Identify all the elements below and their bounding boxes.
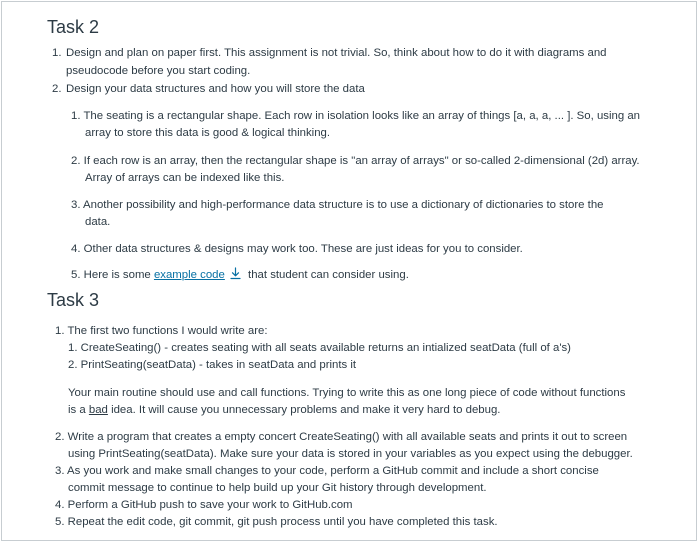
task2-item2-number: 2. <box>52 83 62 95</box>
task2-sub1-text: 1. The seating is a rectangular shape. Each row in isolation looks like an array of things [a, a, a, ... ]. So, using an <box>71 110 641 122</box>
download-icon[interactable] <box>229 267 242 286</box>
task2-heading: Task 2 <box>47 17 100 37</box>
task3-item1-text: 1. The first two functions I would write are: <box>55 325 268 337</box>
task2-sub3-text: 3. Another possibility and high-performance data structure is to use a dictionary of dictionaries to store the <box>71 199 604 211</box>
paragraph-prefix: is a <box>68 404 89 416</box>
task2-sub5-suffix: that student can consider using. <box>244 269 409 281</box>
task3-paragraph-cont <box>68 402 500 419</box>
task2-sub4-text: 4. Other data structures & designs may work too. These are just ideas for you to consider. <box>71 243 523 255</box>
task2-item1-text-cont: pseudocode before you start coding. <box>66 65 251 77</box>
task2-sub5 <box>71 267 409 286</box>
example-code-link[interactable]: example code <box>153 269 225 281</box>
task2-sub2-text-cont: Array of arrays can be indexed like this. <box>85 172 285 184</box>
task2-sub3-text-cont: data. <box>85 216 111 228</box>
task3-item3-text-cont: commit message to continue to help build up your Git history through development. <box>68 482 487 494</box>
task3-item4-text: 4. Perform a GitHub push to save your work to GitHub.com <box>55 499 353 511</box>
task3-item2-text: 2. Write a program that creates a empty concert CreateSeating() with all available seats and prints it out to screen <box>55 431 628 443</box>
task3-heading: Task 3 <box>47 290 100 310</box>
task3-item2-text-cont: using PrintSeating(seatData). Make sure your data is stored in your variables as you expect using the debugger. <box>68 448 633 460</box>
task3-item1-sub2: 2. PrintSeating(seatData) - takes in seatData and prints it <box>68 359 357 371</box>
task3-item3-text: 3. As you work and make small changes to your code, perform a GitHub commit and include a short concise <box>55 465 599 477</box>
task3-item5-text: 5. Repeat the edit code, git commit, git push process until you have completed this task. <box>55 516 498 528</box>
task3-item1-sub1: 1. CreateSeating() - creates seating with all seats available returns an intialized seatData (full of a's) <box>68 342 571 354</box>
task2-sub1-text-cont: array to store this data is good & logical thinking. <box>85 127 331 139</box>
task2-sub5-prefix: 5. Here is some <box>71 269 154 281</box>
paragraph-suffix: idea. It will cause you unnecessary problems and make it very hard to debug. <box>107 404 501 416</box>
task3-paragraph: Your main routine should use and call functions. Trying to write this as one long piece of code without functions <box>68 387 626 399</box>
task2-item2-text: Design your data structures and how you will store the data <box>66 83 365 95</box>
task2-sub2-text: 2. If each row is an array, then the rectangular shape is "an array of arrays" or so-called 2-dimensional (2d) array. <box>71 155 640 167</box>
task2-item1-text: Design and plan on paper first. This assignment is not trivial. So, think about how to do it with diagrams and <box>66 47 607 59</box>
bad-emphasis: bad <box>88 404 108 416</box>
task2-item1-number: 1. <box>52 47 62 59</box>
